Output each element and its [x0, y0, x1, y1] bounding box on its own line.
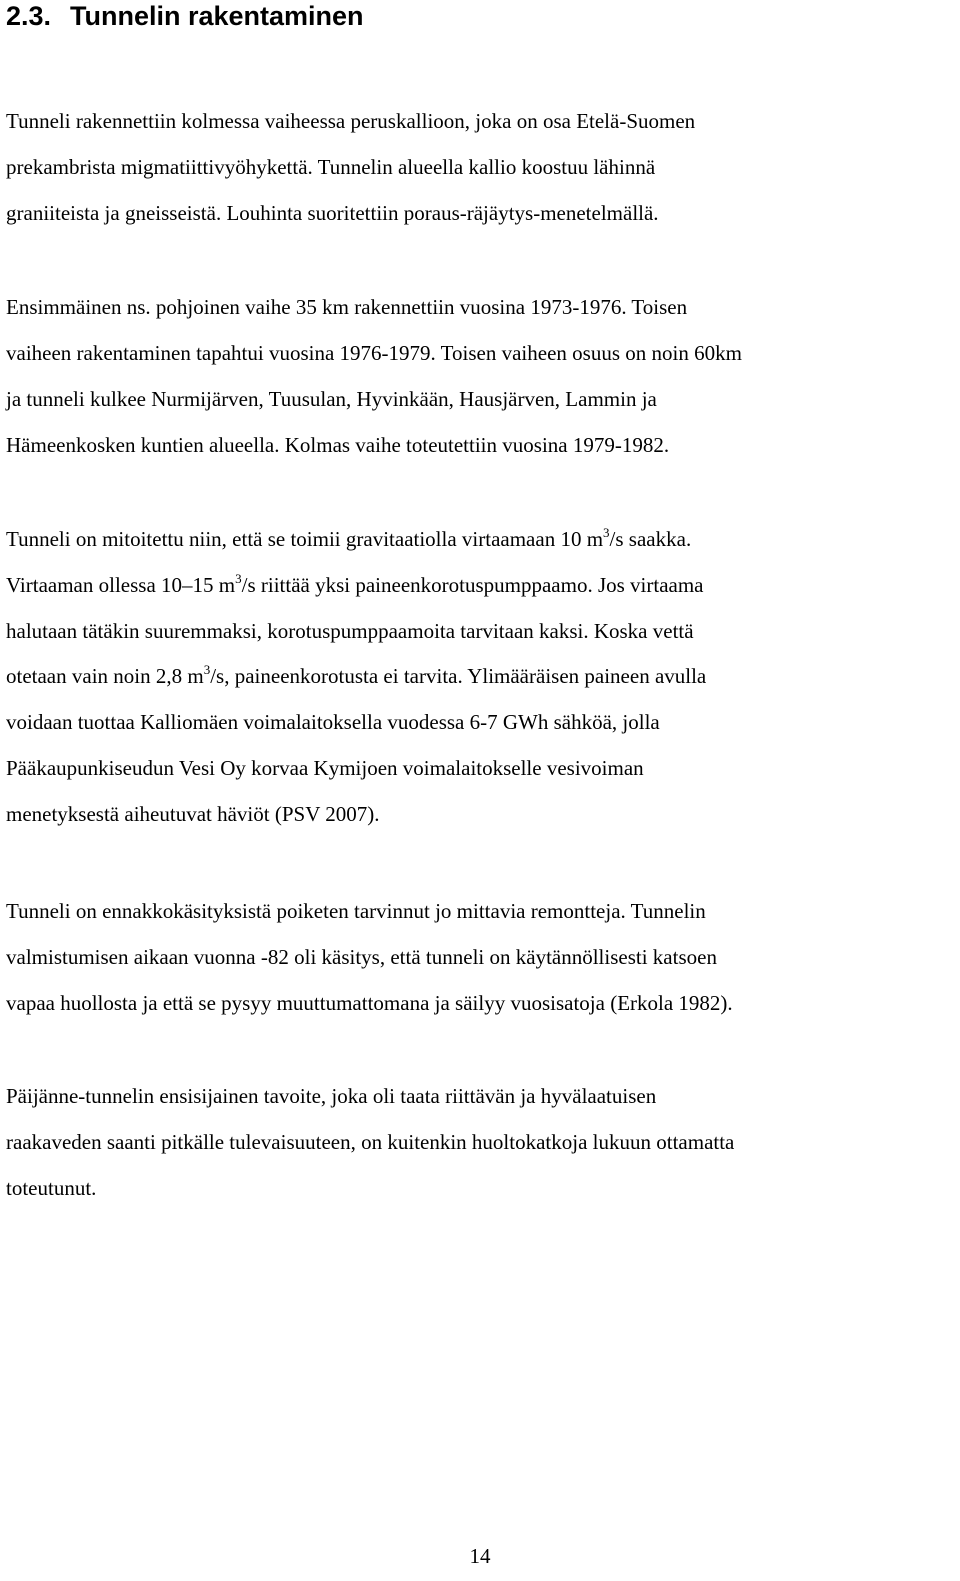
superscript: 3: [603, 525, 610, 540]
text-fragment: /s, paineenkorotusta ei tarvita. Ylimääräisen paineen avulla: [210, 664, 707, 689]
text-line: raakaveden saanti pitkälle tulevaisuuteen, on kuitenkin huoltokatkoja lukuun ottamatta: [6, 1130, 735, 1154]
paragraph-bedrock: [6, 98, 956, 236]
text-line: [6, 563, 956, 609]
text-line: Tunneli rakennettiin kolmessa vaiheessa peruskallioon, joka on osa Etelä-Suomen: [6, 109, 696, 133]
text-line: toteutunut.: [6, 1176, 97, 1200]
text-line: valmistumisen aikaan vuonna -82 oli käsitys, että tunneli on käytännöllisesti katsoen: [6, 945, 717, 969]
text-line: prekambrista migmatiittivyöhykettä. Tunnelin alueella kallio koostuu lähinnä: [6, 155, 656, 179]
text-fragment: /s saakka.: [609, 527, 692, 551]
text-line: Päijänne-tunnelin ensisijainen tavoite, joka oli taata riittävän ja hyvälaatuisen: [6, 1084, 657, 1108]
text-line: vapaa huollosta ja että se pysyy muuttumattomana ja säilyy vuosisatoja (Erkola 1982).: [6, 991, 733, 1015]
text-line: voidaan tuottaa Kalliomäen voimalaitoksella vuodessa 6-7 GWh sähköä, jolla: [6, 710, 660, 735]
page-number: 14: [469, 1544, 491, 1568]
text-line: graniiteista ja gneisseistä. Louhinta suoritettiin poraus-räjäytys-menetelmällä.: [6, 201, 659, 225]
section-number: 2.3.: [6, 1, 52, 31]
text-fragment: otetaan vain noin 2,8 m: [6, 664, 204, 689]
paragraph-primary-goal: [6, 1073, 956, 1211]
paragraph-construction-phases: [6, 284, 956, 468]
superscript: 3: [203, 662, 211, 678]
paragraph-repairs: [6, 888, 956, 1026]
text-line: Tunneli on ennakkokäsityksistä poiketen tarvinnut jo mittavia remontteja. Tunnelin: [6, 899, 706, 923]
text-fragment: Virtaaman ollessa 10–15 m: [6, 572, 236, 597]
text-line: ja tunneli kulkee Nurmijärven, Tuusulan, Hyvinkään, Hausjärven, Lammin ja: [6, 387, 657, 411]
text-fragment: Tunneli on mitoitettu niin, että se toimii gravitaatiolla virtaamaan 10 m: [6, 527, 604, 551]
text-line: [6, 517, 956, 563]
text-line: Ensimmäinen ns. pohjoinen vaihe 35 km rakennettiin vuosina 1973-1976. Toisen: [6, 295, 688, 319]
text-line: vaiheen rakentaminen tapahtui vuosina 1976-1979. Toisen vaiheen osuus on noin 60km: [6, 341, 742, 365]
text-line: menetyksestä aiheutuvat häviöt (PSV 2007).: [6, 801, 380, 826]
section-heading: [6, 0, 364, 34]
superscript: 3: [235, 570, 242, 586]
text-line: halutaan tätäkin suuremmaksi, korotuspumppaamoita tarvitaan kaksi. Koska vettä: [6, 618, 694, 643]
text-line: Pääkaupunkiseudun Vesi Oy korvaa Kymijoen voimalaitokselle vesivoiman: [6, 755, 644, 780]
text-line: Hämeenkosken kuntien alueella. Kolmas vaihe toteutettiin vuosina 1979-1982.: [6, 433, 670, 457]
text-fragment: /s riittää yksi paineenkorotuspumppaamo. Jos virtaama: [241, 572, 704, 597]
section-title: Tunnelin rakentaminen: [70, 1, 364, 31]
paragraph-flow-capacity: [6, 517, 956, 838]
text-line: [6, 654, 956, 700]
